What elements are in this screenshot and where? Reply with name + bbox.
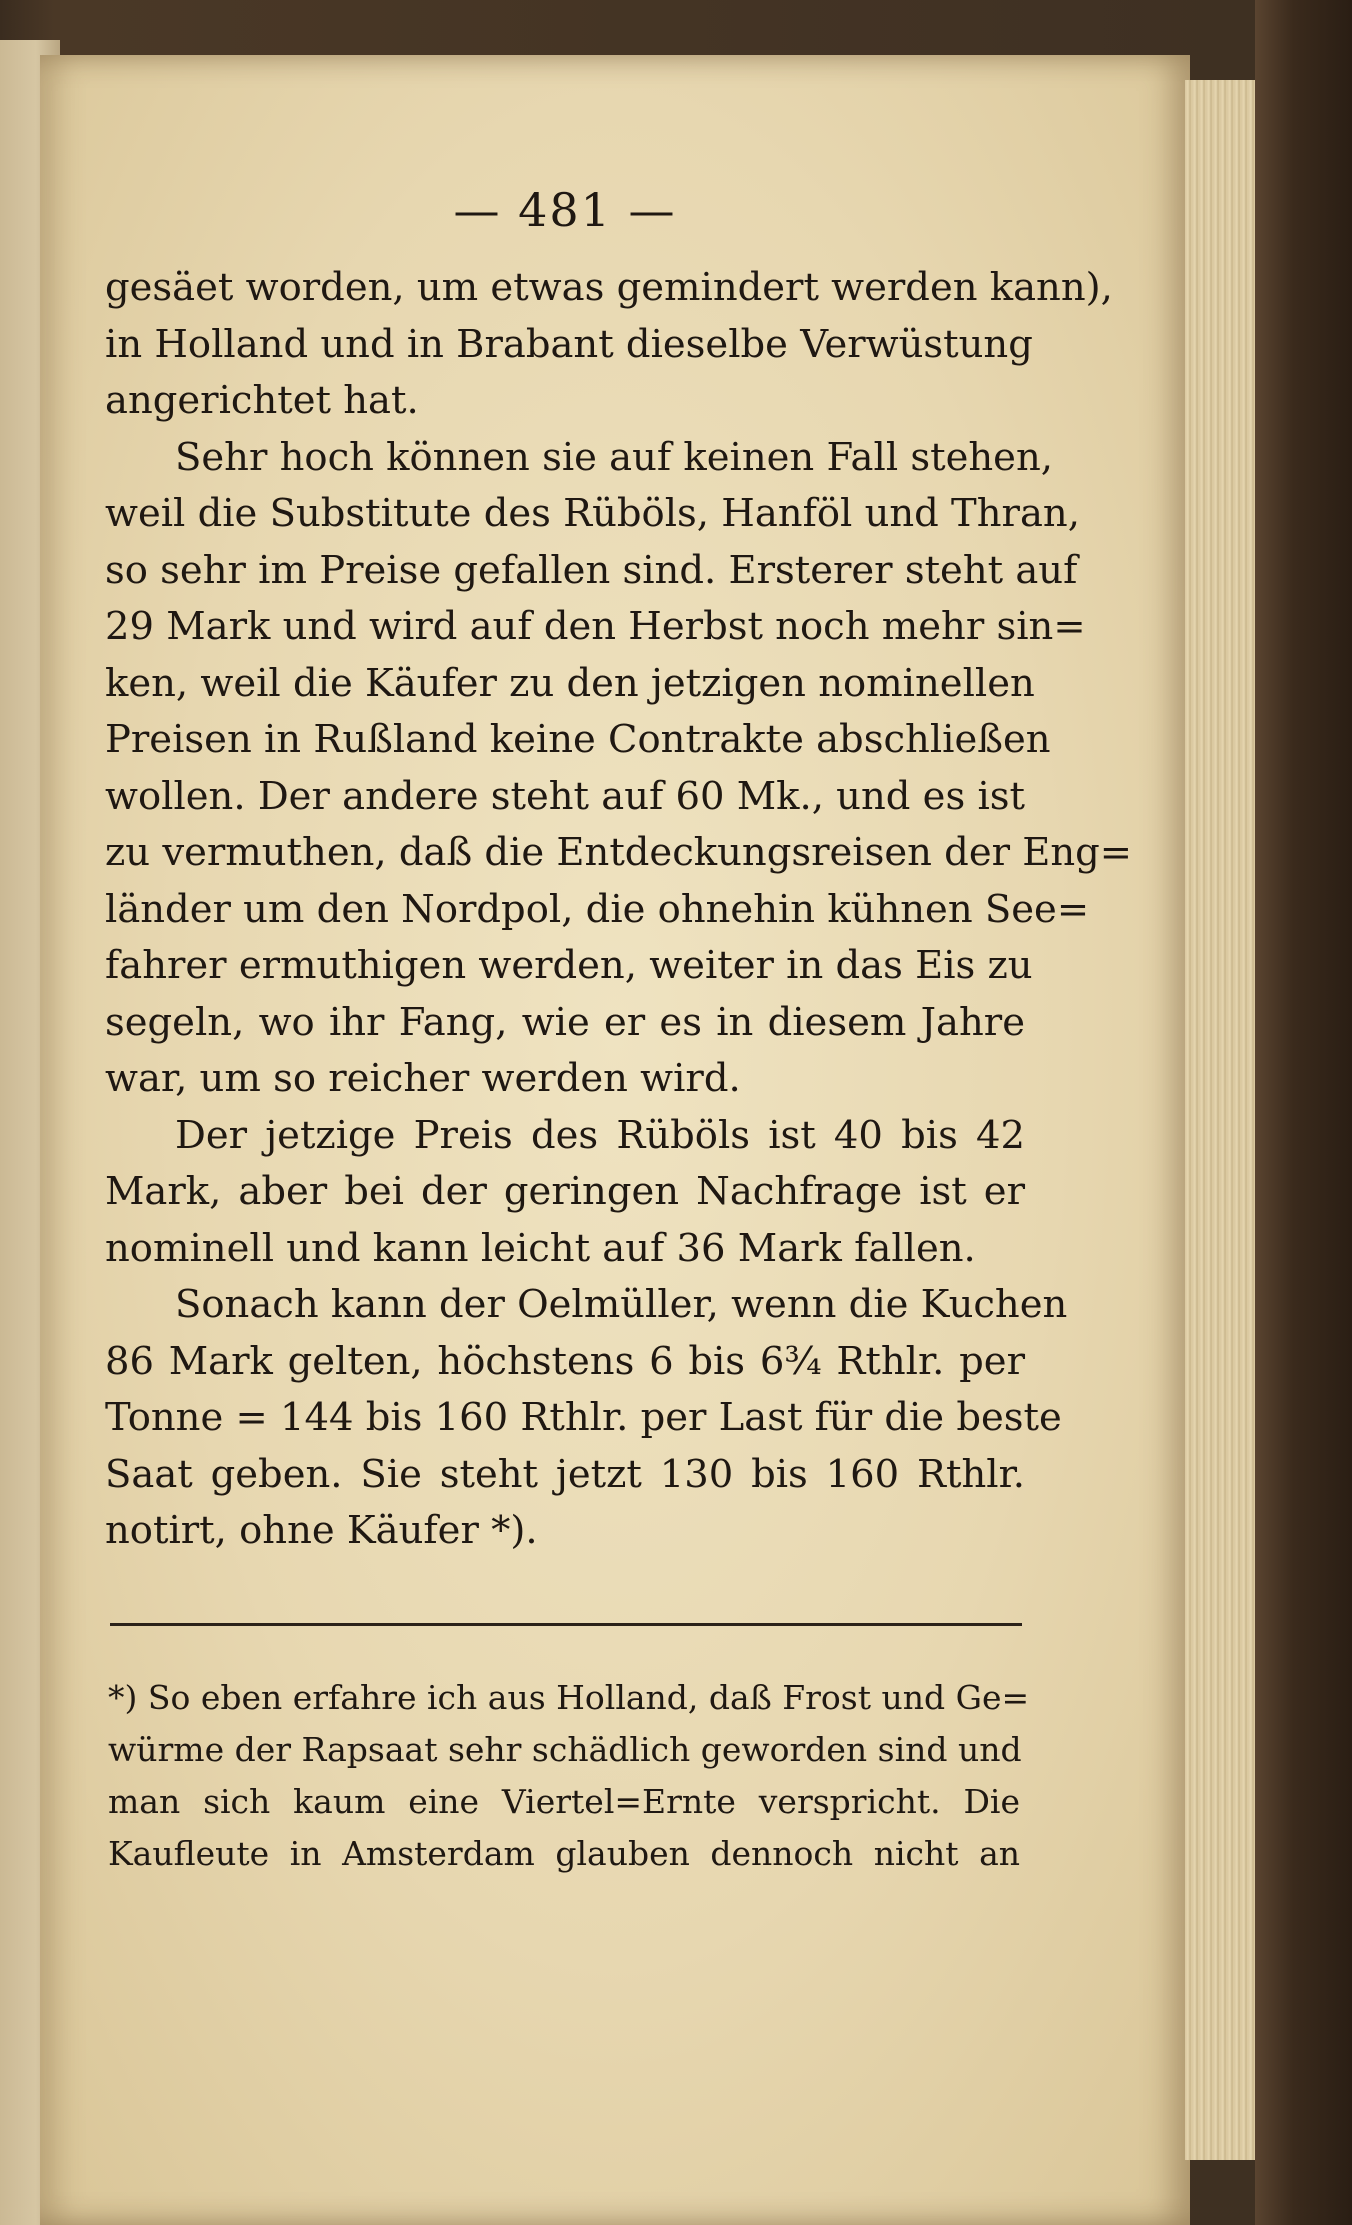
text-line: wollen. Der andere steht auf 60 Mk., und es ist [105, 773, 1025, 819]
text-line: gesäet worden, um etwas gemindert werden kann), [105, 265, 1113, 310]
footnote-line: man sich kaum eine Viertel=Ernte verspricht. Die [108, 1782, 1020, 1821]
paragraph-3 [105, 1108, 1025, 1278]
text-line: Preisen in Rußland keine Contrakte abschließen [105, 717, 1051, 762]
text-line: Saat geben. Sie steht jetzt 130 bis 160 Rthlr. [105, 1451, 1025, 1497]
text-line: 86 Mark gelten, höchstens 6 bis 6¾ Rthlr. per [105, 1338, 1025, 1384]
text-line: länder um den Nordpol, die ohnehin kühnen See= [105, 886, 1090, 932]
paragraph-4 [105, 1277, 1068, 1560]
text-line: ken, weil die Käufer zu den jetzigen nominellen [105, 660, 1035, 706]
text-line: war, um so reicher werden wird. [105, 1056, 741, 1101]
text-line: zu vermuthen, daß die Entdeckungsreisen der Eng= [105, 830, 1133, 875]
text-line: Mark, aber bei der geringen Nachfrage ist er [105, 1169, 1025, 1214]
text-line: so sehr im Preise gefallen sind. Ersterer steht auf [105, 547, 1078, 593]
text-line: Tonne = 144 bis 160 Rthlr. per Last für die beste [105, 1395, 1062, 1440]
book-cover-edge [1255, 0, 1352, 2225]
page-number: — 481 — [453, 183, 677, 237]
text-line: in Holland und in Brabant dieselbe Verwüstung [105, 321, 1033, 367]
text-line: 29 Mark und wird auf den Herbst noch mehr sin= [105, 604, 1086, 649]
text-line: weil die Substitute des Rüböls, Hanföl und Thran, [105, 491, 1080, 536]
text-line: Sonach kann der Oelmüller, wenn die Kuchen [175, 1282, 1068, 1327]
body-text [105, 260, 1133, 1560]
footnote-separator-rule [110, 1623, 1022, 1626]
text-line: nominell und kann leicht auf 36 Mark fallen. [105, 1225, 976, 1271]
paragraph-1 [105, 260, 1113, 430]
text-line: notirt, ohne Käufer *). [105, 1508, 538, 1553]
text-line: fahrer ermuthigen werden, weiter in das Eis zu [105, 943, 1033, 988]
text-line: Sehr hoch können sie auf keinen Fall stehen, [175, 434, 1053, 480]
page-fore-edge [1185, 80, 1257, 2160]
footnote-line: würme der Rapsaat sehr schädlich geworden sind und [108, 1730, 1022, 1769]
paragraph-2 [105, 430, 1133, 1108]
text-line: angerichtet hat. [105, 378, 419, 423]
footnote-line: Kaufleute in Amsterdam glauben dennoch nicht an [108, 1834, 1020, 1873]
text-line: Der jetzige Preis des Rüböls ist 40 bis 42 [175, 1112, 1025, 1158]
text-line: segeln, wo ihr Fang, wie er es in diesem Jahre [105, 999, 1025, 1045]
footnote-line: *) So eben erfahre ich aus Holland, daß Frost und Ge= [108, 1678, 1030, 1717]
page-content [105, 180, 1133, 1560]
footnote [108, 1672, 1030, 1880]
